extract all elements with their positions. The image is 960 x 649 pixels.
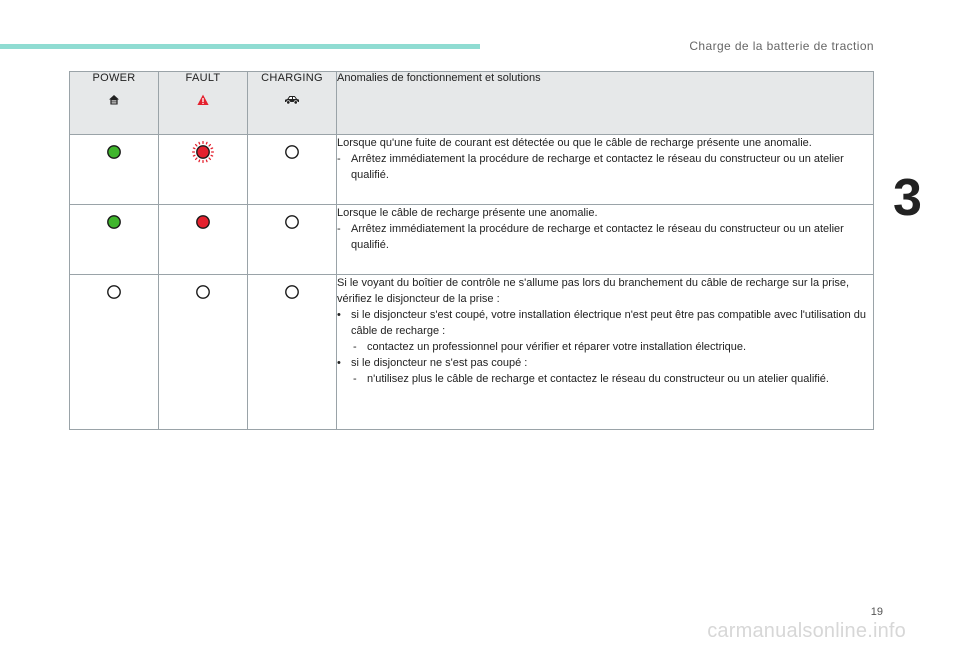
list-marker: • bbox=[337, 309, 341, 321]
list-marker: - bbox=[353, 373, 357, 385]
fault-led-red-blinking-icon bbox=[192, 144, 214, 168]
charging-led-cell bbox=[248, 275, 337, 430]
list-text: n'utilisez plus le câble de recharge et contactez le réseau du constructeur ou un atelier qualifié. bbox=[367, 373, 829, 385]
list-marker: - bbox=[337, 223, 341, 235]
list-item bbox=[337, 355, 873, 371]
anomaly-intro: Si le voyant du boîtier de contrôle ne s'allume pas lors du branchement du câble de recharge sur la prise, vérifiez le disjoncteur de la prise : bbox=[337, 277, 850, 305]
list-text: Arrêtez immédiatement la procédure de recharge et contactez le réseau du constructeur ou un atelier qualifié. bbox=[351, 153, 844, 181]
power-led-green-icon bbox=[106, 214, 122, 235]
list-item bbox=[337, 151, 873, 183]
list-item bbox=[337, 221, 873, 253]
charging-led-cell bbox=[248, 205, 337, 275]
list-text: si le disjoncteur s'est coupé, votre installation électrique n'est peut être pas compatible avec l'utilisation du câble de recharge : bbox=[351, 309, 867, 337]
fault-led-cell bbox=[159, 205, 248, 275]
fault-led-off-icon bbox=[195, 284, 211, 305]
house-icon bbox=[70, 94, 158, 106]
charging-status-table bbox=[69, 71, 874, 430]
col-charging-label: CHARGING bbox=[261, 72, 323, 84]
list-text: contactez un professionnel pour vérifier et réparer votre installation électrique. bbox=[367, 341, 747, 353]
power-led-cell bbox=[70, 275, 159, 430]
table-row bbox=[70, 135, 874, 205]
charging-led-cell bbox=[248, 135, 337, 205]
anomaly-intro: Lorsque le câble de recharge présente une anomalie. bbox=[337, 207, 598, 219]
anomaly-intro: Lorsque qu'une fuite de courant est détectée ou que le câble de recharge présente une anomalie. bbox=[337, 137, 812, 149]
page-number: 19 bbox=[870, 606, 883, 618]
power-led-green-icon bbox=[106, 144, 122, 165]
col-anomalies: Anomalies de fonctionnement et solutions bbox=[337, 72, 874, 135]
power-led-cell bbox=[70, 135, 159, 205]
list-marker: - bbox=[337, 153, 341, 165]
list-marker: - bbox=[353, 341, 357, 353]
anomaly-description bbox=[337, 275, 874, 430]
watermark: carmanualsonline.info bbox=[707, 620, 906, 642]
power-led-cell bbox=[70, 205, 159, 275]
list-text: si le disjoncteur ne s'est pas coupé : bbox=[351, 357, 528, 369]
charging-led-off-icon bbox=[284, 214, 300, 235]
accent-bar bbox=[0, 44, 480, 49]
col-fault bbox=[159, 72, 248, 135]
col-fault-label: FAULT bbox=[185, 72, 221, 84]
list-item bbox=[337, 307, 873, 339]
list-item bbox=[337, 371, 873, 387]
table-row bbox=[70, 275, 874, 430]
col-power-label: POWER bbox=[92, 72, 136, 84]
list-text: Arrêtez immédiatement la procédure de recharge et contactez le réseau du constructeur ou un atelier qualifié. bbox=[351, 223, 844, 251]
anomaly-description bbox=[337, 205, 874, 275]
anomaly-description bbox=[337, 135, 874, 205]
fault-led-red-icon bbox=[195, 214, 211, 235]
section-title: Charge de la batterie de traction bbox=[689, 39, 874, 53]
col-charging bbox=[248, 72, 337, 135]
car-icon bbox=[248, 94, 336, 105]
list-item bbox=[337, 339, 873, 355]
charging-led-off-icon bbox=[284, 144, 300, 165]
power-led-off-icon bbox=[106, 284, 122, 305]
fault-led-cell bbox=[159, 135, 248, 205]
col-power bbox=[70, 72, 159, 135]
charging-led-off-icon bbox=[284, 284, 300, 305]
table-header-row bbox=[70, 72, 874, 135]
list-marker: • bbox=[337, 357, 341, 369]
warning-triangle-icon bbox=[159, 94, 247, 106]
fault-led-cell bbox=[159, 275, 248, 430]
chapter-number: 3 bbox=[893, 169, 922, 227]
table-row bbox=[70, 205, 874, 275]
